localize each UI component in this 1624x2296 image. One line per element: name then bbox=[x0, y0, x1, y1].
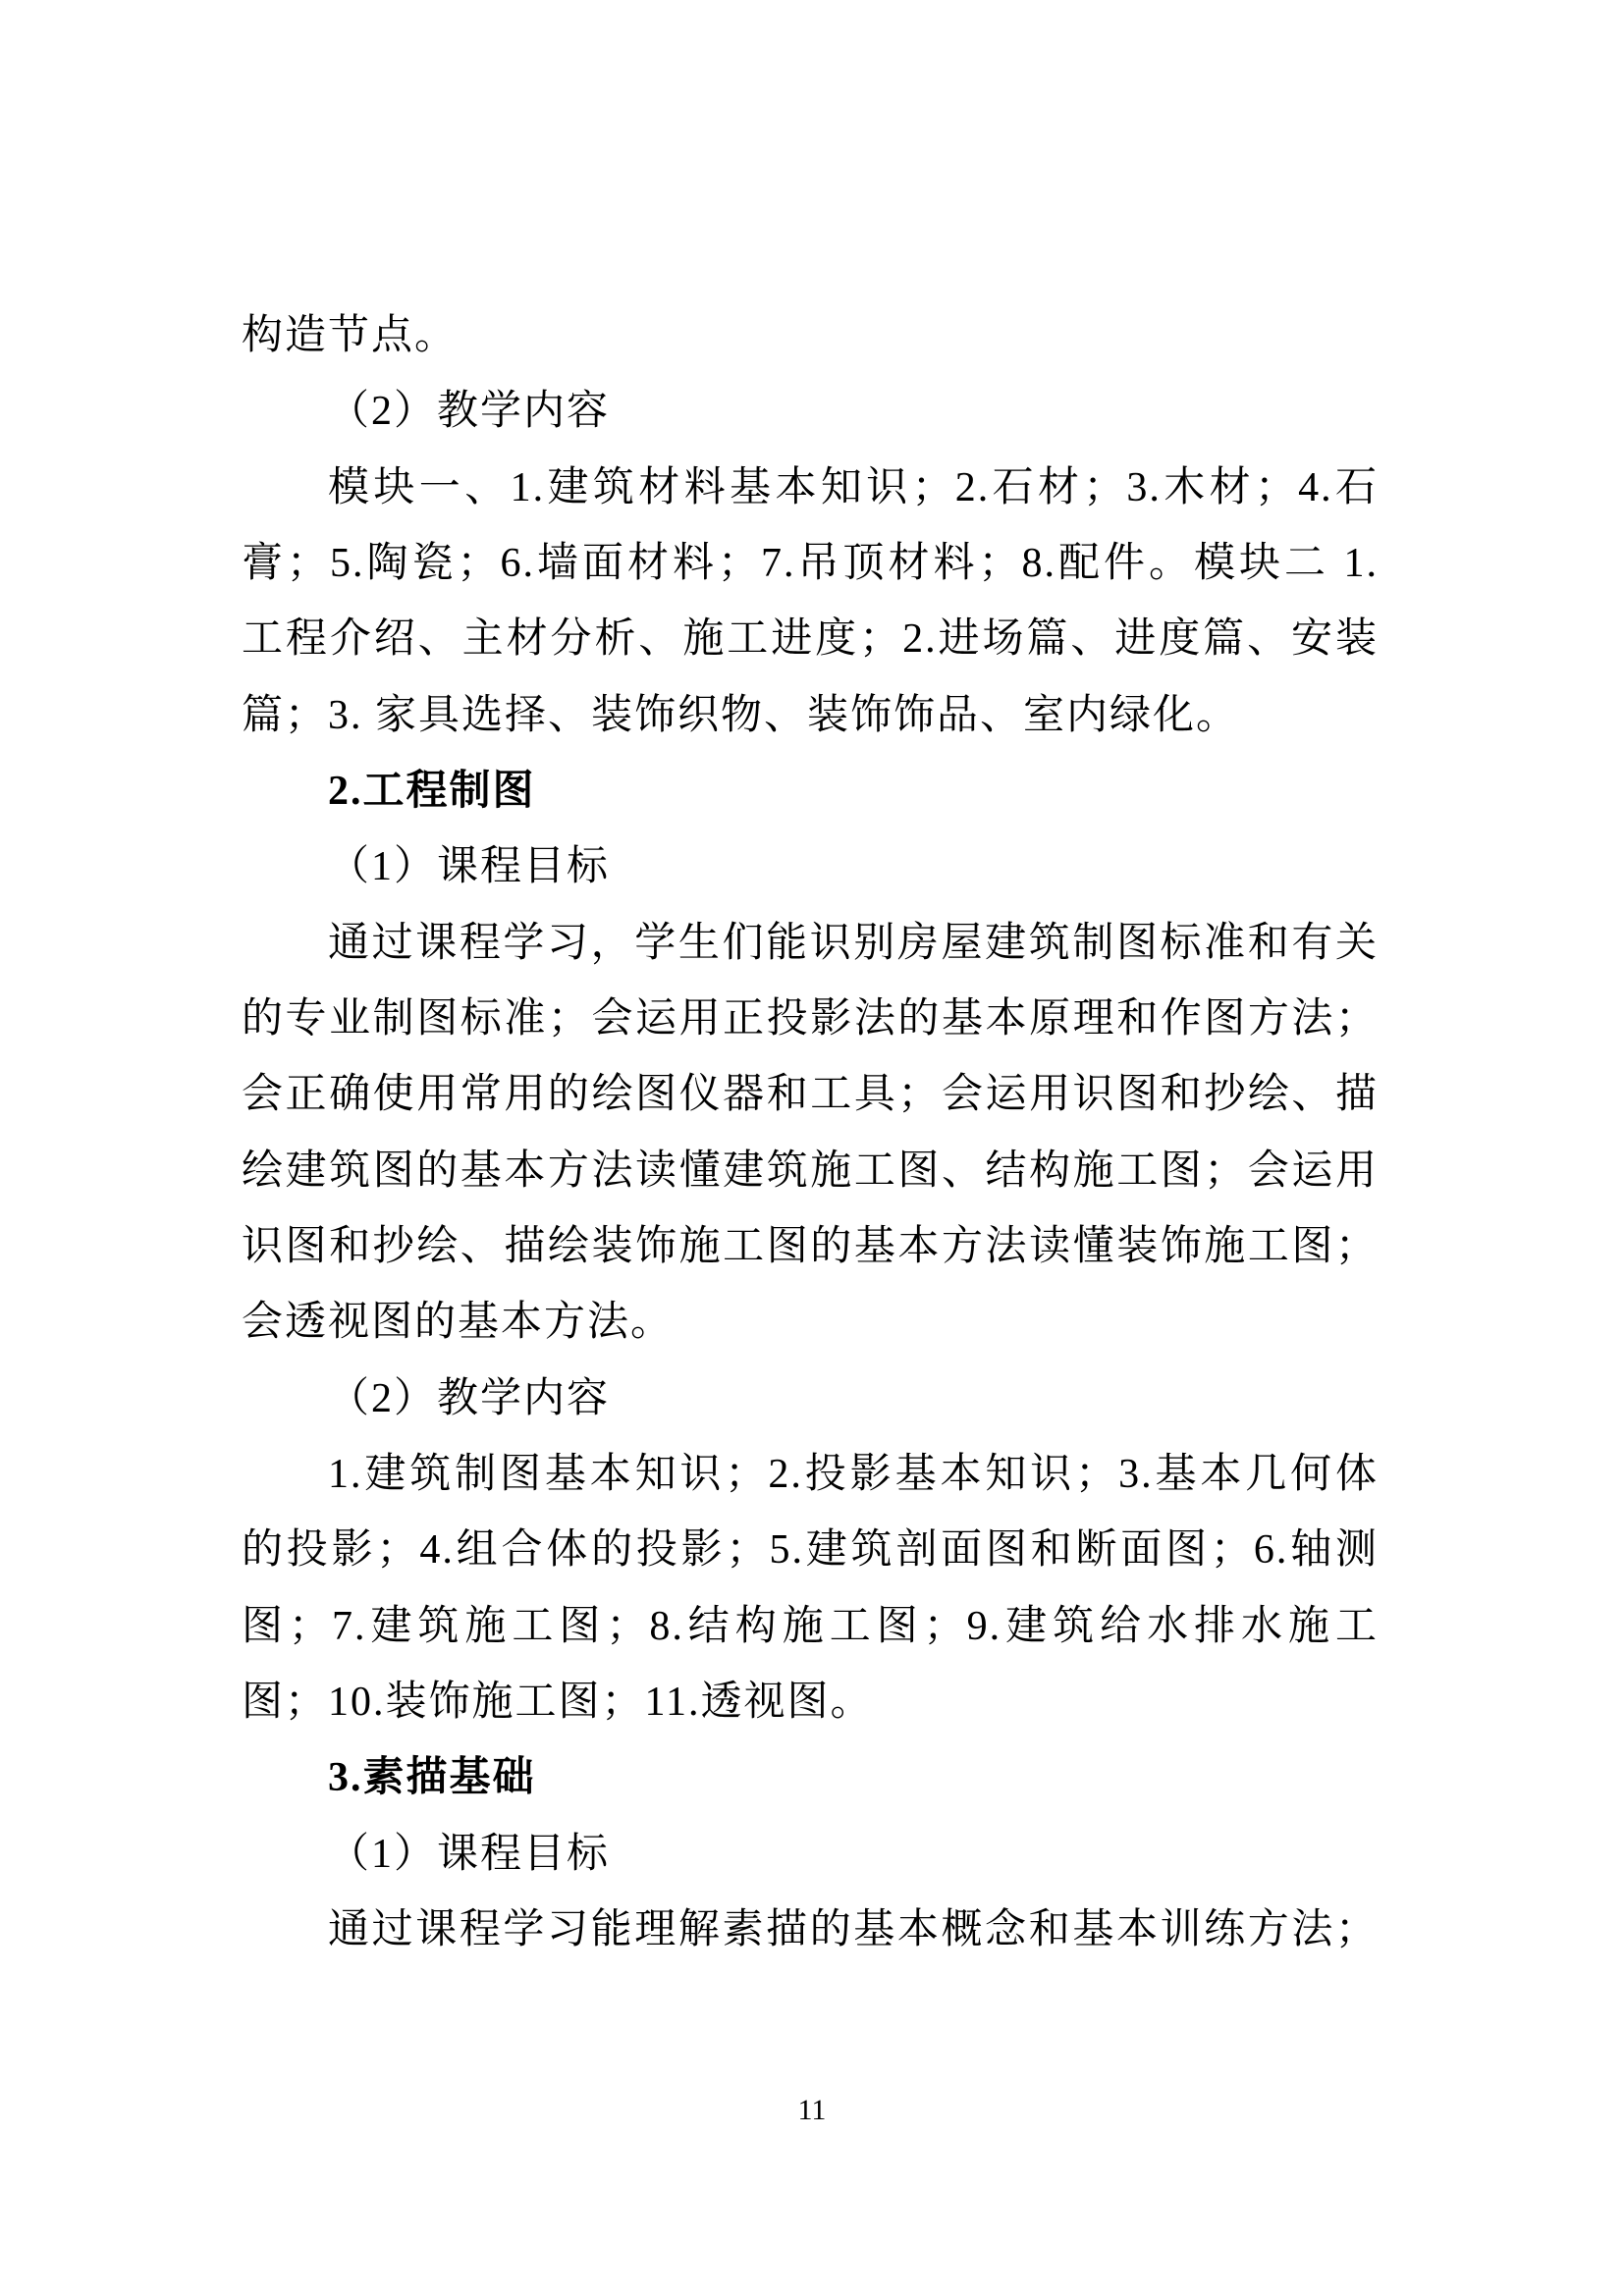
text-line: 构造节点。 bbox=[242, 313, 459, 358]
text-line: 模块一、1.建筑材料基本知识；2.石材；3.木材；4.石 bbox=[328, 464, 1379, 510]
text-line: 篇；3. 家具选择、装饰织物、装饰饰品、室内绿化。 bbox=[242, 692, 1240, 738]
text-line: 通过课程学习，学生们能识别房屋建筑制图标准和有关 bbox=[328, 920, 1379, 966]
text-line: 会正确使用常用的绘图仪器和工具；会运用识图和抄绘、描 bbox=[242, 1072, 1379, 1118]
text-line: 3.素描基础 bbox=[328, 1755, 536, 1801]
text-line: （1）课程目标 bbox=[328, 844, 611, 890]
text-line: 的专业制图标准；会运用正投影法的基本原理和作图方法； bbox=[242, 995, 1379, 1041]
text-line: 通过课程学习能理解素描的基本概念和基本训练方法； bbox=[328, 1906, 1379, 1952]
text-line: 图；7.建筑施工图；8.结构施工图；9.建筑给水排水施工 bbox=[242, 1603, 1379, 1649]
text-line: （2）教学内容 bbox=[328, 389, 611, 435]
text-line: 工程介绍、主材分析、施工进度；2.进场篇、进度篇、安装 bbox=[242, 616, 1379, 663]
text-line: 会透视图的基本方法。 bbox=[242, 1300, 675, 1346]
text-line: 1.建筑制图基本知识；2.投影基本知识；3.基本几何体 bbox=[328, 1451, 1379, 1497]
text-line: （1）课程目标 bbox=[328, 1831, 611, 1877]
text-line: 的投影；4.组合体的投影；5.建筑剖面图和断面图；6.轴测 bbox=[242, 1527, 1379, 1574]
text-line: 绘建筑图的基本方法读懂建筑施工图、结构施工图；会运用 bbox=[242, 1148, 1379, 1194]
text-line: 图；10.装饰施工图；11.透视图。 bbox=[242, 1679, 874, 1725]
page-number: 11 bbox=[797, 2094, 827, 2126]
text-line: （2）教学内容 bbox=[328, 1375, 611, 1421]
text-line: 膏；5.陶瓷；6.墙面材料；7.吊顶材料；8.配件。模块二 1. bbox=[242, 540, 1379, 586]
text-line: 识图和抄绘、描绘装饰施工图的基本方法读懂装饰施工图； bbox=[242, 1223, 1379, 1269]
text-block bbox=[242, 298, 1379, 1968]
text-line: 2.工程制图 bbox=[328, 768, 536, 814]
